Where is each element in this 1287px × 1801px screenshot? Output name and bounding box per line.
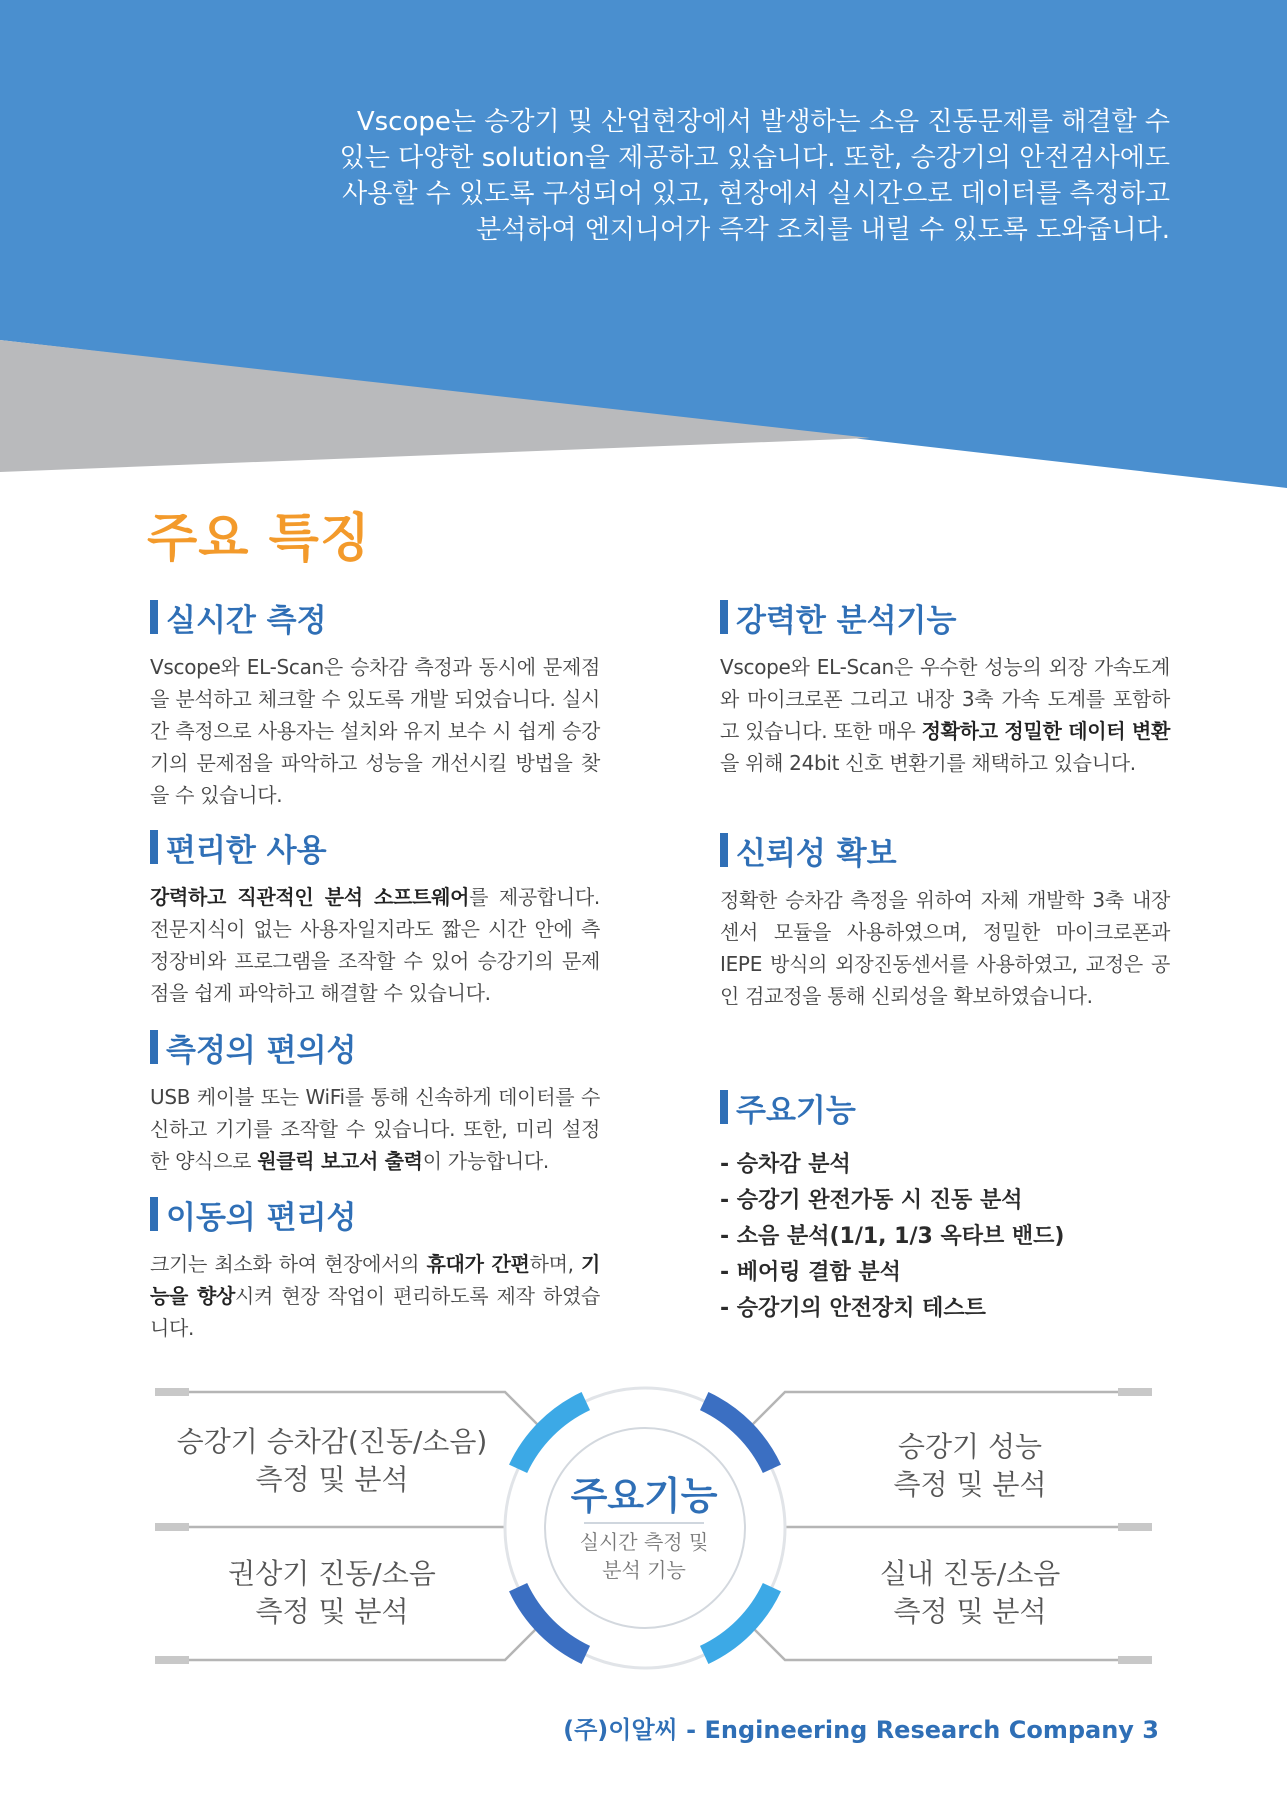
- line-cap: [1118, 1656, 1152, 1664]
- section-heading: [150, 595, 600, 639]
- heading-bar: [150, 1197, 158, 1231]
- section-body: Vscope와 EL-Scan은 승차감 측정과 동시에 문제점을 분석하고 체크할 수 있도록 개발 되었습니다. 실시간 측정으로 사용자는 설치와 유지 보수 시 쉽게 승강기의 문제점을 파악하고 성능을 개선시킬 방법을 찾을 수 있습니다.: [150, 655, 600, 807]
- body-text: Vscope와 EL-Scan은 우수한 성능의 외장 가속도계와 마이크로폰 그리고 내장 3축 가속 도계를 포함하고 있습니다. 또한 매우: [720, 655, 1170, 743]
- connector-line: [745, 1392, 1135, 1432]
- body-text: 이 가능합니다.: [422, 1149, 549, 1173]
- heading-bar: [720, 833, 728, 867]
- section-title: 실시간 측정: [166, 602, 327, 639]
- section-convenient: [150, 825, 600, 1009]
- intro-line: 분석하여 엔지니어가 즉각 조치를 내릴 수 있도록 도와줍니다.: [475, 215, 1170, 245]
- label-line: 측정 및 분석: [255, 1463, 409, 1496]
- body-text: 시켜 현장 작업이 편리하도록 제작 하였습니다.: [150, 1284, 600, 1340]
- center-divider: [584, 1522, 704, 1524]
- body-text: USB 케이블 또는 WiFi를 통해 신속하게 데이터를 수신하고 기기를 조작할 수 있습니다. 또한, 미리 설정한 양식으로: [150, 1085, 600, 1173]
- body-bold: 강력하고 직관적인 분석 소프트웨어: [150, 885, 470, 909]
- section-title: 신뢰성 확보: [736, 835, 897, 872]
- label-line: 승강기 승차감(진동/소음): [176, 1425, 488, 1458]
- body-text: 을 위해 24bit 신호 변환기를 채택하고 있습니다.: [720, 751, 1136, 775]
- label-line: 측정 및 분석: [893, 1468, 1047, 1501]
- intro-line: 사용할 수 있도록 구성되어 있고, 현장에서 실시간으로 데이터를 측정하고: [342, 179, 1170, 209]
- intro-line: 있는 다양한 solution을 제공하고 있습니다. 또한, 승강기의 안전검사에도: [339, 143, 1170, 173]
- section-reliability: [720, 828, 1170, 1012]
- feature-list: [720, 1147, 1170, 1327]
- section-realtime: [150, 595, 600, 811]
- line-cap: [155, 1656, 189, 1664]
- section-heading: [720, 828, 1170, 872]
- line-cap: [1118, 1523, 1152, 1531]
- diagram-label-bottom-right: [800, 1555, 1140, 1631]
- label-line: 실내 진동/소음: [879, 1557, 1061, 1590]
- feature-item: - 베어링 결함 분석: [720, 1260, 901, 1285]
- section-measure: [150, 1025, 600, 1177]
- label-line: 승강기 성능: [897, 1430, 1043, 1463]
- heading-bar: [720, 1090, 728, 1124]
- body-bold: 기능을 향상: [150, 1252, 601, 1308]
- label-line: 측정 및 분석: [893, 1595, 1047, 1628]
- section-body: [150, 1081, 600, 1177]
- heading-bar: [150, 600, 158, 634]
- feature-item: - 소음 분석(1/1, 1/3 옥타브 밴드): [720, 1224, 1065, 1249]
- section-title: 주요기능: [736, 1092, 856, 1129]
- section-mobility: [150, 1192, 600, 1344]
- section-title: 강력한 분석기능: [736, 602, 957, 639]
- intro-line: Vscope는 승강기 및 산업현장에서 발생하는 소음 진동문제를 해결할 수: [356, 107, 1170, 137]
- diagram-center-subtitle: [564, 1528, 724, 1584]
- diagram-label-bottom-left: [162, 1555, 502, 1631]
- section-title: 이동의 편리성: [166, 1199, 357, 1236]
- page-title: 주요 특징: [147, 509, 372, 569]
- section-heading: [720, 595, 1170, 639]
- label-line: 측정 및 분석: [255, 1595, 409, 1628]
- section-functions: [720, 1085, 1170, 1327]
- feature-item: - 승강기 완전가동 시 진동 분석: [720, 1188, 1023, 1213]
- section-body: [720, 651, 1170, 779]
- subtitle-line: 분석 기능: [602, 1558, 686, 1582]
- subtitle-line: 실시간 측정 및: [579, 1530, 709, 1554]
- line-cap: [155, 1523, 189, 1531]
- line-cap: [155, 1388, 189, 1396]
- heading-bar: [150, 1030, 158, 1064]
- body-bold: 휴대가 간편: [426, 1252, 530, 1276]
- body-text: 크기는 최소화 하여 현장에서의: [150, 1252, 427, 1276]
- section-heading: [150, 1192, 600, 1236]
- footer-company: (주)이알씨 - Engineering Research Company 3: [563, 1716, 1159, 1744]
- body-text: 하며,: [529, 1252, 581, 1276]
- heading-bar: [720, 600, 728, 634]
- functions-diagram: [0, 1360, 1287, 1690]
- section-body: 정확한 승차감 측정을 위하여 자체 개발학 3축 내장센서 모듈을 사용하였으며, 정밀한 마이크로폰과 IEPE 방식의 외장진동센서를 사용하였고, 교정은 공인 검교정을 통해 신뢰성을 확보하였습니다.: [720, 888, 1170, 1008]
- section-heading: [720, 1085, 1170, 1129]
- section-body: [150, 1248, 600, 1344]
- feature-item: - 승강기의 안전장치 테스트: [720, 1296, 986, 1321]
- section-title: 측정의 편의성: [166, 1032, 357, 1069]
- body-bold: 원클릭 보고서 출력: [257, 1149, 423, 1173]
- feature-item: - 승차감 분석: [720, 1152, 851, 1177]
- section-heading: [150, 1025, 600, 1069]
- section-body: [150, 881, 600, 1009]
- diagram-label-top-left: [162, 1423, 502, 1499]
- body-text: 를 제공합니다. 전문지식이 없는 사용자일지라도 짧은 시간 안에 측정장비와 프로그램을 조작할 수 있어 승강기의 문제점을 쉽게 파악하고 해결할 수 있습니다.: [150, 885, 600, 1005]
- diagram-label-top-right: [800, 1428, 1140, 1504]
- diagram-center-title: 주요기능: [570, 1474, 718, 1518]
- section-title: 편리한 사용: [166, 832, 327, 869]
- section-heading: [150, 825, 600, 869]
- line-cap: [1118, 1388, 1152, 1396]
- heading-bar: [150, 830, 158, 864]
- label-line: 권상기 진동/소음: [228, 1557, 436, 1590]
- section-analysis: [720, 595, 1170, 779]
- intro-text: [320, 104, 1170, 248]
- body-bold: 정확하고 정밀한 데이터 변환: [921, 719, 1170, 743]
